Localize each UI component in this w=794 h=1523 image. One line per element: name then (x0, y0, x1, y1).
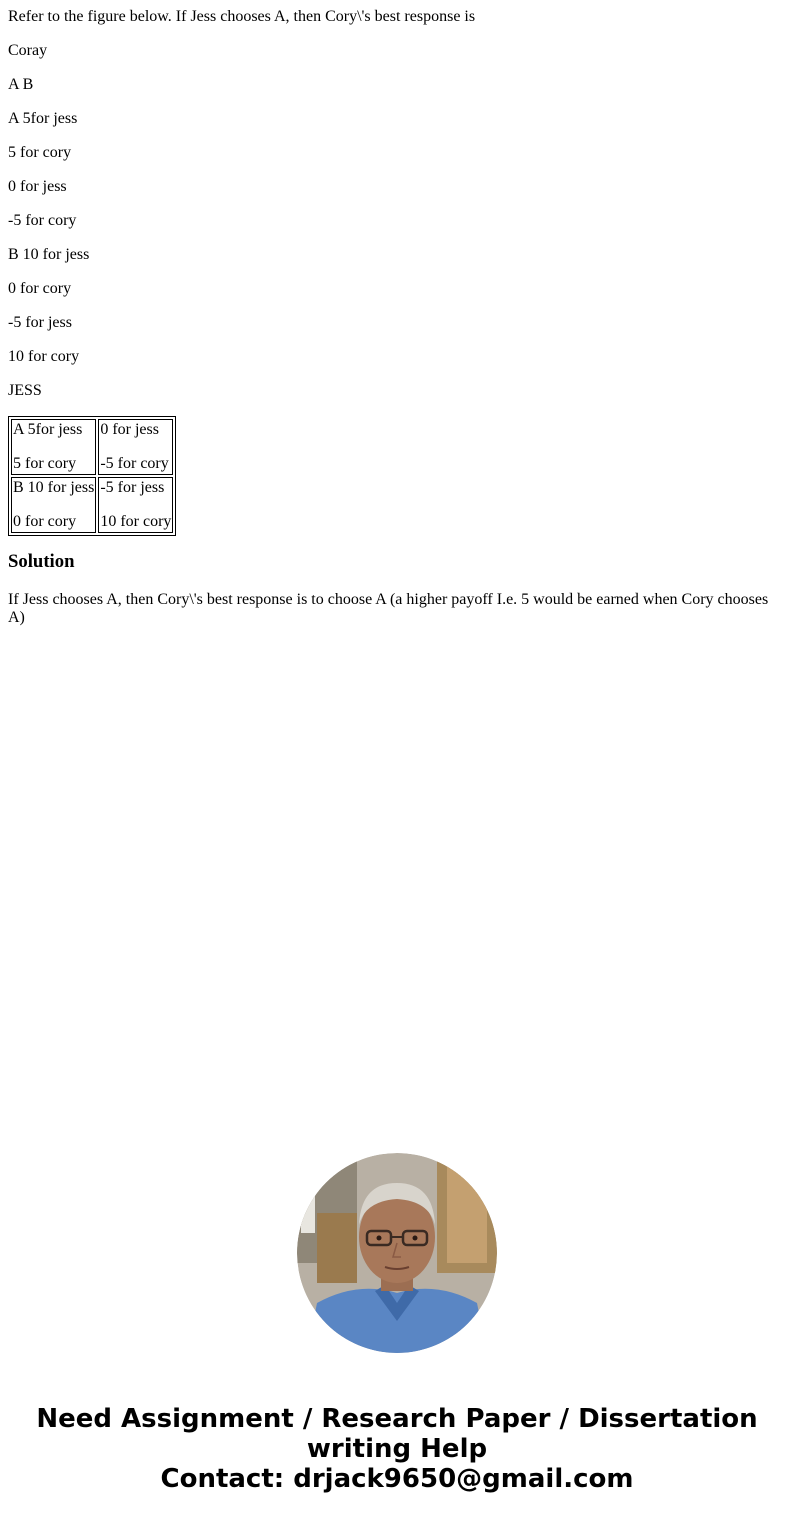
payoff-line: 10 for cory (8, 348, 80, 365)
row-player-label: JESS (8, 382, 42, 399)
payoff-line: A 5for jess (8, 110, 78, 127)
promo-contact: Contact: drjack9650@gmail.com (160, 1464, 634, 1494)
payoff-line: -5 for jess (8, 314, 72, 331)
table-cell (98, 419, 173, 475)
column-player-label: Coray (8, 42, 48, 59)
portrait-image (297, 1153, 497, 1353)
payoff-line: B 10 for jess (8, 246, 90, 263)
payoff-line: -5 for cory (8, 212, 77, 229)
question-prompt: Refer to the figure below. If Jess chooses A, then Cory\'s best response is (8, 8, 476, 25)
promo-line: Need Assignment / Research Paper / Dissertation (36, 1404, 758, 1434)
payoff-table (8, 416, 176, 536)
table-cell (98, 477, 173, 533)
cell-line: B 10 for jess (13, 479, 95, 496)
payoff-line: 0 for cory (8, 280, 72, 297)
table-cell (11, 477, 96, 533)
cell-line: 0 for cory (13, 513, 77, 530)
column-strategies-label: A B (8, 76, 34, 93)
cell-line: 5 for cory (13, 455, 77, 472)
payoff-line: 0 for jess (8, 178, 67, 195)
solution-text: If Jess chooses A, then Cory\'s best response is to choose A (a higher payoff I.e. 5 would be earned when Cory chooses A) (8, 591, 769, 626)
cell-line: 0 for jess (100, 421, 159, 438)
promo-line: writing Help (306, 1434, 488, 1464)
solution-heading: Solution (8, 551, 75, 572)
cell-line: A 5for jess (13, 421, 83, 438)
payoff-line: 5 for cory (8, 144, 72, 161)
table-cell (11, 419, 96, 475)
table-row (11, 477, 173, 533)
table-row (11, 419, 173, 475)
promo-banner (0, 1404, 794, 1494)
cell-line: -5 for jess (100, 479, 165, 496)
avatar (297, 1153, 497, 1353)
cell-line: -5 for cory (100, 455, 169, 472)
cell-line: 10 for cory (100, 513, 172, 530)
